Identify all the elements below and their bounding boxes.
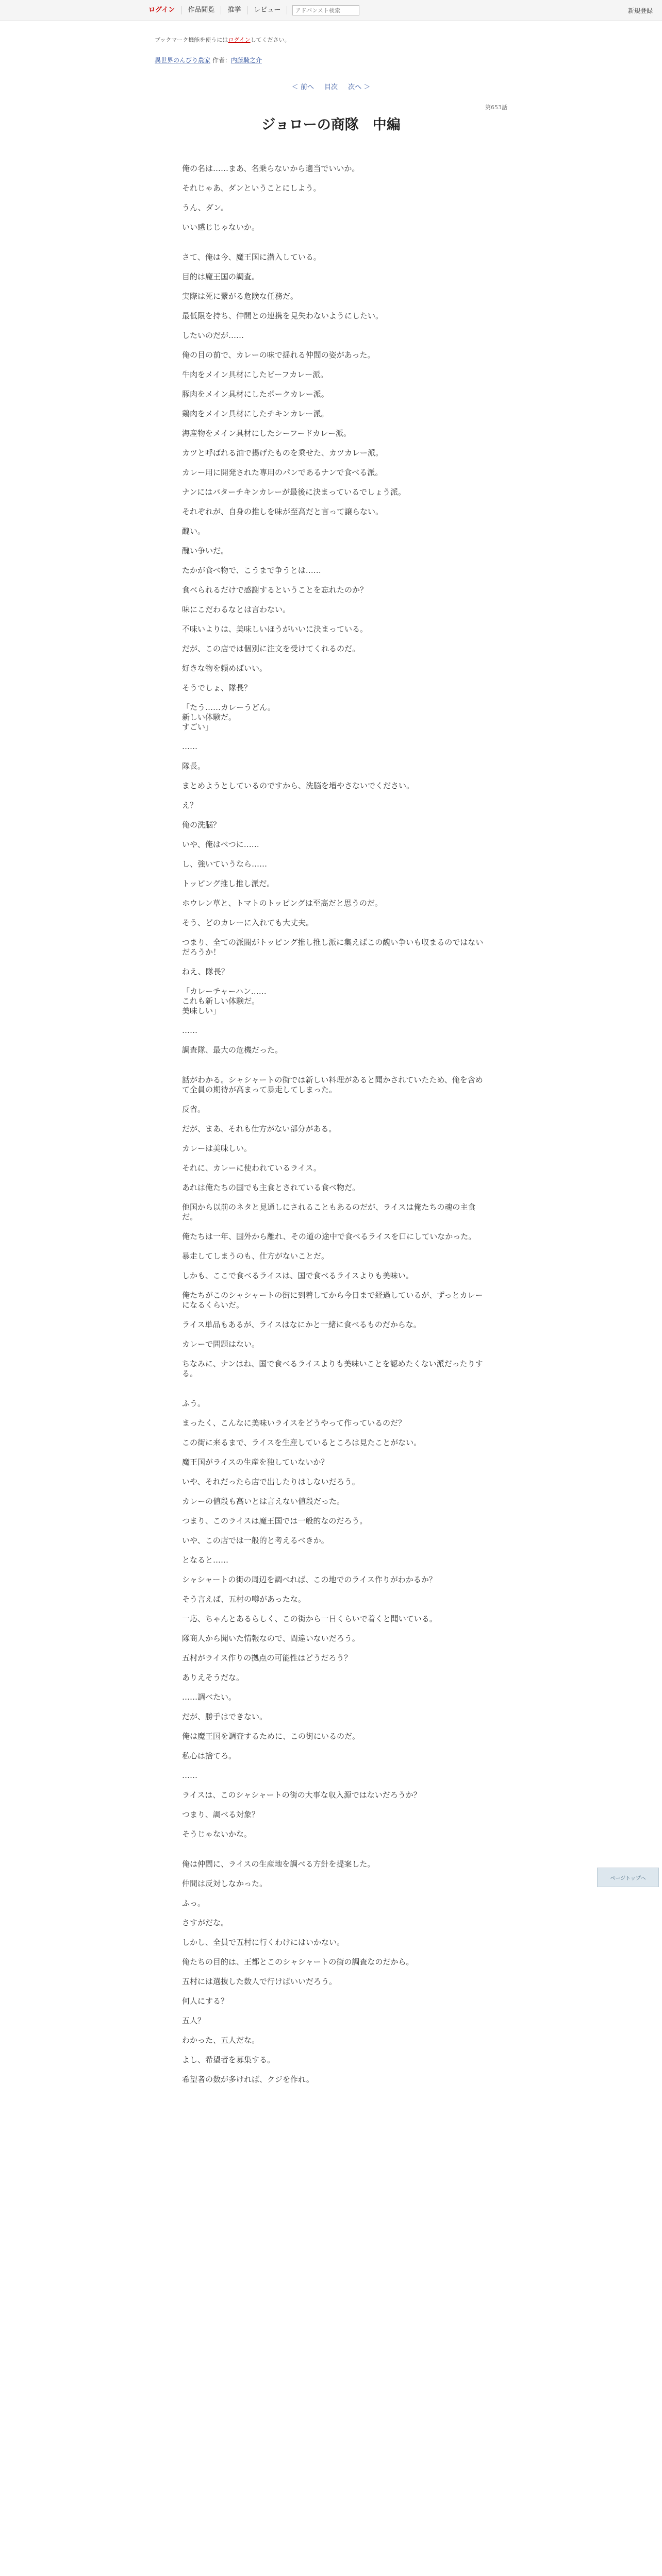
body-line: ちなみに、ナンはね、国で食べるライスよりも美味いことを認めたくない派だったりする。 <box>182 1359 483 1378</box>
body-line: よし、希望者を募集する。 <box>182 2055 275 2064</box>
body-line: 俺たちは一年、国外から離れ、その道の途中で食べるライスを口にしていなかった。 <box>182 1232 476 1241</box>
blank-line <box>182 977 484 987</box>
body-line: 食べられるだけで感謝するということを忘れたのか？ <box>182 585 368 595</box>
body-line: 海産物をメイン具材にしたシーフードカレー派。 <box>182 429 352 438</box>
nav-login-link[interactable]: ログイン <box>148 6 181 14</box>
blank-line <box>182 1585 484 1595</box>
blank-line <box>182 1193 484 1202</box>
next-link[interactable]: 次へ ＞ <box>348 83 371 91</box>
search-input[interactable] <box>292 5 359 15</box>
body-line: 俺の名は……まあ、名乗らないから適当でいいか。 <box>182 164 360 173</box>
body-line: カレーは美味しい。 <box>182 1144 252 1153</box>
body-line: しかし、全員で五村に行くわけにはいかない。 <box>182 1938 345 1947</box>
body-line: いや、俺はベつに…… <box>182 840 259 849</box>
blank-line <box>182 1036 484 1045</box>
body-line: だが、まあ、それも仕方がない部分がある。 <box>182 1124 337 1133</box>
body-line: 俺の目の前で、カレーの味で揺れる仲間の姿があった。 <box>182 350 375 360</box>
body-line: いい感じじゃないか。 <box>182 223 260 232</box>
blank-line <box>182 1663 484 1673</box>
pager-top <box>0 81 662 91</box>
blank-line <box>182 1928 484 1938</box>
blank-line <box>182 399 484 409</box>
body-line: 暴走してしまうのも、仕方がないことだ。 <box>182 1251 329 1261</box>
body-line: この街に来るまで、ライスを生産しているところは見たことがない。 <box>182 1438 422 1447</box>
blank-line <box>182 1869 484 1879</box>
blank-line <box>182 1722 484 1732</box>
body-line: ライス単品もあるが、ライスはなにかと一緒に食べるものだからな。 <box>182 1320 421 1329</box>
section-gap <box>182 232 484 252</box>
body-line: たかが食べ物で、こうまで争うとは…… <box>182 566 321 575</box>
body-line: 好きな物を頼めばいい。 <box>182 664 268 673</box>
blank-line <box>182 1683 484 1692</box>
body-line: ホウレン草と、トマトのトッピングは至高だと思うのだ。 <box>182 899 383 908</box>
blank-line <box>182 1409 484 1418</box>
section-gap <box>182 1839 484 1859</box>
blank-line <box>182 1261 484 1271</box>
body-line: 希望者の数が多ければ、クジを作れ。 <box>182 2075 314 2084</box>
body-line: …… <box>182 1026 197 1035</box>
body-line: 五村がライス作りの拠点の可能性はどうだろう？ <box>182 1653 352 1663</box>
body-line: いや、それだったら店で出したりはしないだろう。 <box>182 1477 360 1486</box>
body-line: 調査隊、最大の危機だった。 <box>182 1045 283 1055</box>
section-gap <box>182 1055 484 1075</box>
body-line: カレーで問題はない。 <box>182 1340 260 1349</box>
blank-line <box>182 1310 484 1320</box>
body-line: そうじゃないかな。 <box>182 1829 252 1839</box>
blank-line <box>182 341 484 350</box>
blank-line <box>182 458 484 468</box>
blank-line <box>182 2026 484 2036</box>
blank-line <box>182 556 484 566</box>
blank-line <box>182 830 484 840</box>
body-line: 魔王国がライスの生産を独していないか？ <box>182 1458 329 1467</box>
body-line: 俺たちの目的は、王都とこのシャシャートの街の調査なのだから。 <box>182 1957 414 1967</box>
body-line: 隊長。 <box>182 761 206 771</box>
blank-line <box>182 1506 484 1516</box>
blank-line <box>182 1546 484 1555</box>
body-line: 私心は捨てろ。 <box>182 1751 237 1760</box>
blank-line <box>182 752 484 761</box>
blank-line <box>182 1349 484 1359</box>
body-line: シャシャートの街の周辺を調べれば、この地でのライス作りがわかるか？ <box>182 1575 437 1584</box>
blank-line <box>182 380 484 389</box>
blank-line <box>182 810 484 820</box>
body-line: トッピング推し推し派だ。 <box>182 879 275 888</box>
body-line: 「カレーチャーハン…… <box>182 987 267 996</box>
notice-prefix: ブックマーク機能を使うには <box>155 37 228 43</box>
body-line: 目的は魔王国の調査。 <box>182 272 260 281</box>
body-line: …… <box>182 742 197 751</box>
blank-line <box>182 673 484 683</box>
blank-line <box>182 174 484 183</box>
blank-line <box>182 301 484 311</box>
body-line: 不味いよりは、美味しいほうがいいに決まっている。 <box>182 624 368 634</box>
blank-line <box>182 1281 484 1291</box>
blank-line <box>182 1643 484 1653</box>
body-line: カレーの値段も高いとは言えない値段だった。 <box>182 1497 345 1506</box>
body-line: うん、ダン。 <box>182 203 228 212</box>
blank-line <box>182 889 484 899</box>
top-bar <box>0 0 662 21</box>
body-line: ふう。 <box>182 1399 206 1408</box>
blank-line <box>182 497 484 507</box>
novel-body <box>182 164 484 2084</box>
blank-line <box>182 957 484 967</box>
blank-line <box>182 419 484 429</box>
body-line: 実際は死に繋がる危険な任務だ。 <box>182 292 299 301</box>
blank-line <box>182 791 484 801</box>
body-line: カツと呼ばれる油で揚げたものを乗せた、カツカレー派。 <box>182 448 384 457</box>
body-line: となると…… <box>182 1555 229 1565</box>
body-line: だが、この店では個別に注文を受けてくれるのだ。 <box>182 644 360 653</box>
blank-line <box>182 1448 484 1458</box>
body-line: 俺は魔王国を調査するために、この街にいるのだ。 <box>182 1732 360 1741</box>
body-line: 俺の洗脳？ <box>182 820 221 829</box>
blank-line <box>182 1781 484 1790</box>
blank-line <box>182 1428 484 1438</box>
blank-line <box>182 1095 484 1105</box>
body-line: 味にこだわるなとは言わない。 <box>182 605 291 614</box>
body-line: 話がわかる。シャシャートの街では新しい料理があると聞かされていたため、俺を含めて全員の期待が高まって暴走してしまった。 <box>182 1075 483 1094</box>
blank-line <box>182 478 484 487</box>
body-line: 醜い。 <box>182 527 206 536</box>
nav-review-link[interactable]: レビュー <box>247 6 287 14</box>
blank-line <box>182 536 484 546</box>
body-line: 美味しい」 <box>182 1006 221 1015</box>
blank-line <box>182 575 484 585</box>
body-line: 隊商人から聞いた情報なので、間違いないだろう。 <box>182 1634 360 1643</box>
blank-line <box>182 654 484 664</box>
blank-line <box>182 438 484 448</box>
blank-line <box>182 1604 484 1614</box>
body-line: そう、どのカレーに入れても大丈夫。 <box>182 918 314 927</box>
body-line: まったく、こんなに美味いライスをどうやって作っているのだ？ <box>182 1418 406 1428</box>
top-nav <box>148 0 359 21</box>
blank-line <box>182 2006 484 2016</box>
body-line: つまり、このライスは魔王国では一般的なのだろう。 <box>182 1516 368 1526</box>
blank-line <box>182 321 484 331</box>
section-gap <box>182 1379 484 1399</box>
body-line: 一応、ちゃんとあるらしく、この街から一日くらいで着くと聞いている。 <box>182 1614 437 1623</box>
blank-line <box>182 1702 484 1712</box>
author-link[interactable]: 内藤騎之介 <box>230 57 262 64</box>
body-line: わかった、五人だな。 <box>182 2036 260 2045</box>
episode-number: 第653話 <box>485 104 507 111</box>
body-line: ……調べたい。 <box>182 1692 237 1702</box>
blank-line <box>182 1624 484 1634</box>
blank-line <box>182 1987 484 1996</box>
blank-line <box>182 1761 484 1771</box>
blank-line <box>182 1154 484 1163</box>
blank-line <box>182 1330 484 1340</box>
body-line: つまり、調べる対象？ <box>182 1810 260 1819</box>
blank-line <box>182 1947 484 1957</box>
toc-link[interactable]: 目次 <box>324 83 338 91</box>
body-line: さすがだな。 <box>182 1918 229 1927</box>
body-line: さて、俺は今、魔王国に潜入している。 <box>182 252 321 262</box>
blank-line <box>182 869 484 879</box>
body-line: 反省。 <box>182 1105 206 1114</box>
blank-line <box>182 908 484 918</box>
body-line: そう言えば、五村の噂があったな。 <box>182 1595 306 1604</box>
body-line: したいのだが…… <box>182 331 244 340</box>
nav-recommend-link[interactable]: 推挙 <box>221 6 247 14</box>
blank-line <box>182 1173 484 1183</box>
blank-line <box>182 1741 484 1751</box>
blank-line <box>182 360 484 370</box>
blank-line <box>182 634 484 644</box>
body-line: それじゃあ、ダンということにしよう。 <box>182 183 321 193</box>
scroll-top-button[interactable]: ページトップへ <box>597 1868 659 1887</box>
blank-line <box>182 693 484 703</box>
body-line: ナンにはバターチキンカレーが最後に決まっているでしょう派。 <box>182 487 406 497</box>
chapter-title: ジョローの商隊 中編 <box>261 117 401 133</box>
register-link[interactable]: 新規登録 <box>627 7 653 14</box>
notice-suffix: してください。 <box>250 37 290 43</box>
body-line: 「たう……カレーうどん。 <box>182 703 275 712</box>
body-line: いや、この店では一般的と考えるべきか。 <box>182 1536 329 1545</box>
blank-line <box>182 1222 484 1232</box>
blank-line <box>182 1242 484 1251</box>
body-line: すごい」 <box>182 722 213 732</box>
blank-line <box>182 262 484 272</box>
nav-browse-link[interactable]: 作品閲覧 <box>181 6 221 14</box>
blank-line <box>182 595 484 605</box>
body-line: だが、勝手はできない。 <box>182 1712 268 1721</box>
body-line: 五村には選抜した数人で行けばいいだろう。 <box>182 1977 337 1986</box>
body-line: え？ <box>182 801 198 810</box>
blank-line <box>182 2065 484 2075</box>
body-line: 牛肉をメイン具材にしたビーフカレー派。 <box>182 370 328 379</box>
body-line: し、強いていうなら…… <box>182 859 268 869</box>
blank-line <box>182 1526 484 1536</box>
blank-line <box>182 213 484 223</box>
blank-line <box>182 1565 484 1575</box>
blank-line <box>182 1800 484 1810</box>
blank-line <box>182 1114 484 1124</box>
blank-line <box>182 1908 484 1918</box>
body-line: …… <box>182 1771 197 1780</box>
body-line: ねえ、隊長？ <box>182 967 229 976</box>
body-line: 仲間は反対しなかった。 <box>182 1879 268 1888</box>
notice-login-link[interactable]: ログイン <box>228 37 251 43</box>
body-line: 最低限を持ち、仲間との連携を見失わないようにしたい。 <box>182 311 384 320</box>
blank-line <box>182 1820 484 1829</box>
work-title-link[interactable]: 異世界のんびり農家 <box>155 57 211 64</box>
body-line: 五人？ <box>182 2016 206 2025</box>
blank-line <box>182 193 484 203</box>
blank-line <box>182 732 484 742</box>
blank-line <box>182 1487 484 1497</box>
body-line: 俺は仲間に、ライスの生産地を調べる方針を提案した。 <box>182 1859 375 1869</box>
body-line: しかも、ここで食べるライスは、国で食べるライスよりも美味い。 <box>182 1271 413 1280</box>
author-label: 作者： <box>210 57 231 64</box>
body-line: そうでしょ、隊長？ <box>182 683 252 692</box>
blank-line <box>182 850 484 859</box>
blank-line <box>182 928 484 938</box>
body-line: ありえそうだな。 <box>182 1673 244 1682</box>
body-line: あれは俺たちの国でも主食とされている食べ物だ。 <box>182 1183 360 1192</box>
blank-line <box>182 771 484 781</box>
prev-link[interactable]: ＜ 前へ <box>291 83 314 91</box>
blank-line <box>182 615 484 624</box>
blank-line <box>182 1967 484 1977</box>
body-line: これも新しい体験だ。 <box>182 996 260 1006</box>
blank-line <box>182 517 484 527</box>
body-line: 鶏肉をメイン具材にしたチキンカレー派。 <box>182 409 329 418</box>
breadcrumb <box>155 56 262 64</box>
bookmark-notice <box>155 36 290 44</box>
body-line: ふっ。 <box>182 1899 206 1908</box>
body-line: 他国から以前のネタと見通しにされることもあるのだが、ライスは俺たちの魂の主食だ。 <box>182 1202 476 1222</box>
body-line: それに、カレーに使われているライス。 <box>182 1163 321 1173</box>
blank-line <box>182 1467 484 1477</box>
body-line: それぞれが、自身の推しを味が至高だと言って譲らない。 <box>182 507 384 516</box>
body-line: 俺たちがこのシャシャートの街に到着してから今日まで経過しているが、ずっとカレーになるくらいだ。 <box>182 1291 483 1310</box>
blank-line <box>182 1134 484 1144</box>
body-line: 醜い争いだ。 <box>182 546 229 555</box>
blank-line <box>182 1889 484 1899</box>
body-line: つまり、全ての派閥がトッピング推し推し派に集えばこの醜い争いも収まるのではないだろうか！ <box>182 938 484 957</box>
body-line: 豚肉をメイン具材にしたポークカレー派。 <box>182 389 329 399</box>
body-line: カレー用に開発された専用のパンであるナンで食べる派。 <box>182 468 383 477</box>
body-line: 何人にする？ <box>182 1996 229 2006</box>
blank-line <box>182 282 484 292</box>
body-line: まとめようとしているのですから、洗脳を増やさないでください。 <box>182 781 415 790</box>
blank-line <box>182 1016 484 1026</box>
blank-line <box>182 2045 484 2055</box>
body-line: 新しい体験だ。 <box>182 713 237 722</box>
body-line: ライスは、このシャシャートの街の大事な収入源ではないだろうか？ <box>182 1790 421 1800</box>
